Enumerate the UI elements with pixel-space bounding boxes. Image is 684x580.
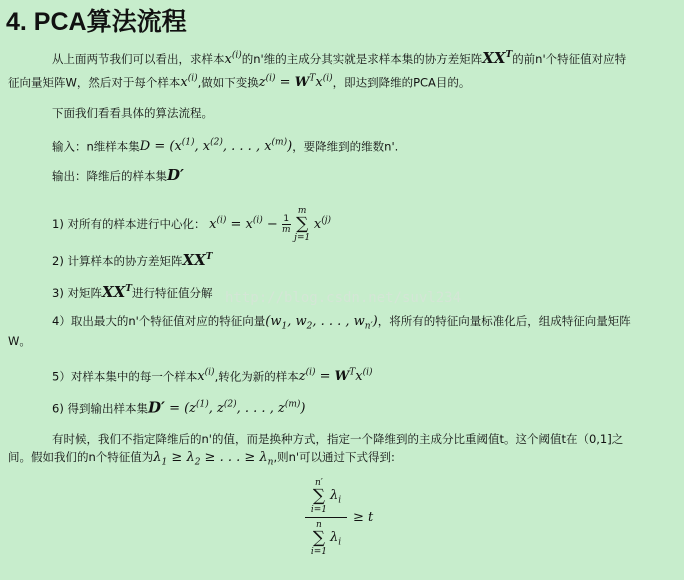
closing-line-1: 有时候，我们不指定降维后的n'的值，而是换种方式，指定一个降维到的主成分比重阈值t。这个阈值t在（0,1]之	[52, 432, 624, 446]
output-line: 输出：降维后的样本集D′	[52, 166, 184, 184]
fraction-1-over-m: $\frac{1}{m}$	[281, 214, 291, 235]
step-2: 2) 计算样本的协方差矩阵$XX^T$	[52, 251, 213, 269]
threshold-formula: n′ ∑ i=1 $\lambda_i$ n ∑ i=1 $\lambda_i$ ≥ t	[305, 478, 373, 557]
section-title: 4. PCA算法流程	[6, 8, 187, 36]
step-5: 5）对样本集中的每一个样本$x^{(i)}$,转化为新的样本$z^{(i)} = W^Tx^{(i)}$	[52, 368, 373, 385]
step-4-cont: W。	[8, 334, 31, 348]
watermark: http://blog.csdn.net/suvl234	[225, 290, 462, 306]
step-1: 1) 对所有的样本进行中心化： $x^{(i)} = x^{(i)}$ − $\frac{1}{m}$ m ∑ j=1 $x^{(j)}$	[52, 206, 332, 243]
input-line: 输入：n维样本集$D = (x^{(1)}$, $x^{(2)}$, . . . , $x^{(m)}$)，要降维到的维数n'.	[52, 138, 399, 155]
fraction-bar	[305, 517, 347, 518]
step-6: 6) 得到输出样本集$D' = (z^{(1)}$, $z^{(2)}$, . . . , $z^{(m)}$)	[52, 398, 306, 417]
flow-intro: 下面我们看看具体的算法流程。	[52, 106, 213, 120]
sum-symbol: m ∑ j=1	[294, 206, 311, 243]
closing-line-2: 间。假如我们的n个特征值为$\lambda_1 \ge \lambda_2$ ≥ . . . ≥ $\lambda_n$,则n'可以通过下式得到:	[8, 450, 395, 468]
intro-line-2: 征向量矩阵W，然后对于每个样本$x^{(i)}$,做如下变换$z^{(i)} = W^Tx^{(i)}$，即达到降维的PCA目的。	[8, 74, 471, 91]
step-4: 4）取出最大的n'个特征值对应的特征向量($w_1$, $w_2$, . . . , $w_{n'}$)，将所有的特征向量标准化后，组成特征向量矩阵	[52, 314, 631, 332]
intro-line-1: 从上面两节我们可以看出，求样本$x^{(i)}$的n'维的主成分其实就是求样本集的协方差矩阵$XX^T$的前n'个特征值对应特	[52, 49, 627, 67]
step-3: 3) 对矩阵$XX^T$进行特征值分解	[52, 283, 213, 301]
